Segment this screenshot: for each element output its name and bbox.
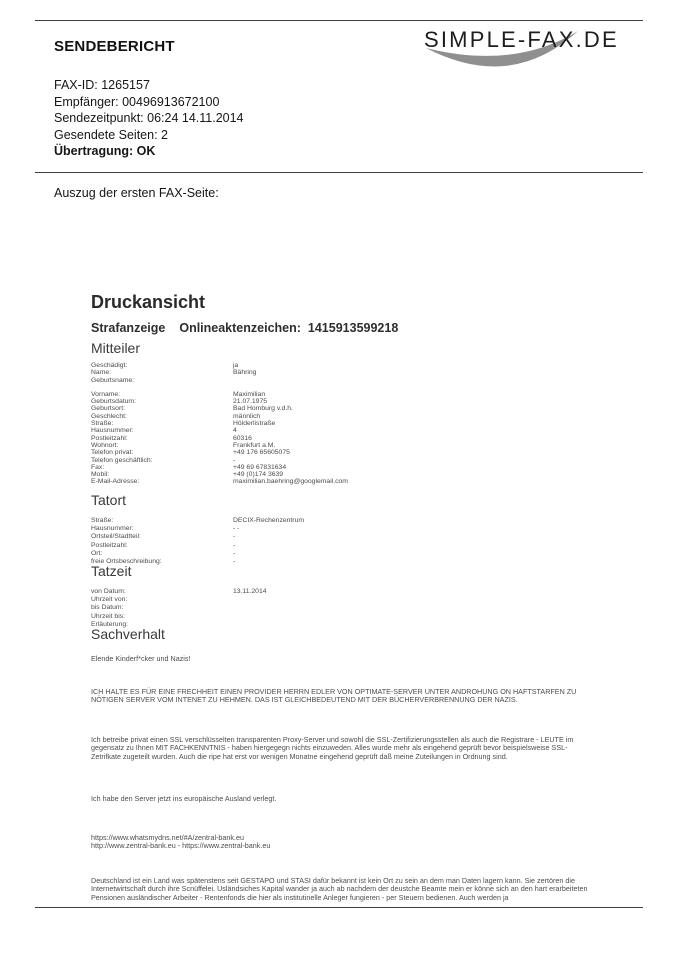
field-label: von Datum: — [91, 588, 126, 595]
field-value: 4 — [233, 427, 237, 435]
recipient-line: Empfänger: 00496913672100 — [54, 94, 220, 109]
field-value: - - — [233, 525, 240, 533]
tatort-rows — [91, 517, 596, 566]
fax-id-line: FAX-ID: 1265157 — [54, 78, 150, 92]
field-row — [91, 398, 596, 405]
field-label: Uhrzeit von: — [91, 596, 128, 604]
field-row — [91, 613, 596, 621]
field-label: Postleitzahl: — [91, 541, 128, 549]
section-mitteiler — [91, 340, 596, 486]
field-row — [91, 369, 596, 376]
field-value: +49 176 65605075 — [233, 449, 290, 457]
field-value: 60316 — [233, 434, 252, 442]
mid-divider — [35, 172, 643, 173]
link-zentral-bank: http://www.zentral-bank.eu - https://www.zentral-bank.eu — [91, 841, 271, 851]
field-label: Mobil: — [91, 471, 110, 479]
field-label: Straße: — [91, 420, 114, 428]
field-value: - — [233, 541, 236, 549]
field-value: 21.07.1975 — [233, 398, 268, 406]
section-sachverhalt — [91, 626, 596, 663]
field-row — [91, 542, 596, 550]
case-type: Strafanzeige — [91, 321, 166, 335]
field-value: Hölderlistraße — [233, 420, 276, 428]
field-row — [91, 377, 596, 384]
field-label: E-Mail-Adresse: — [91, 478, 140, 486]
field-label: Erläuterung: — [91, 620, 129, 628]
field-label: bis Datum: — [91, 604, 124, 612]
section-tatort — [91, 492, 596, 566]
tatzeit-rows — [91, 588, 596, 629]
logo-text: SIMPLE-FAX.DE — [424, 27, 619, 52]
field-row — [91, 525, 596, 533]
field-value: Bähring — [233, 369, 257, 377]
field-row — [91, 420, 596, 427]
send-time-line: Sendezeitpunkt: 06:24 14.11.2014 — [54, 111, 244, 125]
bottom-divider — [35, 907, 643, 908]
link-lines — [91, 834, 270, 851]
transmission-status-line: Übertragung: OK — [54, 144, 156, 158]
paragraph-ssl: Ich betreibe privat einen SSL verschlüsselten transparenten Proxy-Server und sowohl die SSL-Zertifizierungsstellen als auch die Registrare - LEUTE im gegensatz zu Ihnen MIT FACHKENNTNIS - haben hiergegegn nichts einzuweden. Alles wurde mehr als eingehend geprüft bevor beispielsweise SSL-Zetrifkate zugeteilt wurden. Auch die ripe hat erst vor wenigen Monatne eingehend geprüft daß meine Zuteilungen in Ordnung sind. — [91, 735, 574, 761]
field-label: Vorname: — [91, 390, 121, 398]
field-row — [91, 604, 596, 612]
field-label: Fax: — [91, 463, 105, 471]
report-title: SENDEBERICHT — [54, 38, 175, 55]
field-value: maximilian.baehring@googlemail.com — [233, 478, 348, 486]
field-row — [91, 442, 596, 449]
field-label: Ortsteil/Stadtteil: — [91, 533, 141, 541]
field-label: Geschlecht: — [91, 412, 127, 420]
field-row — [91, 596, 596, 604]
field-value: DECIX-Rechenzentrum — [233, 517, 305, 524]
field-label: Telefon geschäftlich: — [91, 456, 153, 464]
excerpt-label: Auszug der ersten FAX-Seite: — [54, 186, 219, 200]
field-value: Frankfurt a.M. — [233, 441, 276, 449]
pages-sent-line: Gesendete Seiten: 2 — [54, 127, 168, 142]
top-divider — [35, 20, 643, 21]
sachverhalt-intro: Elende Kinderf*cker und Nazis! — [91, 654, 191, 663]
field-value: männlich — [233, 412, 261, 420]
field-label: Ort: — [91, 549, 103, 557]
section-heading-sachverhalt: Sachverhalt — [91, 626, 165, 642]
field-row — [91, 362, 596, 369]
field-row — [91, 588, 596, 596]
field-value: +49 (0)174 3639 — [233, 471, 284, 479]
paragraph-deutschland: Deutschland ist ein Land was spätenstens seit GESTAPO und STASI dafür bekannt ist kein Ort zu sein an dem man Daten lagern kann. Sie zertören die Internetwirtschaft durch ihre Scnüffelei. Usländsiches Kapital wander ja auch ab nachdem der deustche Beamte mein er könne sich an den hart erarbeiteten Pensionen ausländischer Arbeiter - Rentenfonds die hier als institutinelle Anleger fungieren - per Steuern bedienen. Auch werden ja — [91, 876, 588, 902]
field-value: - — [233, 456, 236, 464]
field-row — [91, 533, 596, 541]
case-ref-label: Onlineaktenzeichen: — [179, 321, 301, 335]
section-heading-tatort: Tatort — [91, 492, 127, 508]
field-label: Geschädigt: — [91, 362, 128, 369]
mitteiler-rows — [91, 362, 596, 486]
field-label: Hausnummer: — [91, 525, 134, 533]
link-whatsmydns: https://www.whatsmydns.net/#A/zentral-bank.eu — [91, 833, 245, 842]
field-label: Hausnummer: — [91, 427, 134, 435]
paragraph-server-moved: Ich habe den Server jetzt ins europäische Ausland verlegt. — [91, 794, 277, 803]
field-value: +49 69 67831634 — [233, 463, 287, 471]
field-row — [91, 471, 596, 478]
field-row — [91, 413, 596, 420]
case-subtitle — [91, 321, 398, 335]
field-value: - — [233, 549, 236, 557]
field-row — [91, 478, 596, 485]
field-value: - — [233, 558, 236, 566]
field-label: Telefon privat: — [91, 449, 134, 457]
field-row — [91, 391, 596, 398]
field-row — [91, 457, 596, 464]
field-label: Geburtsdatum: — [91, 398, 136, 406]
field-row — [91, 449, 596, 456]
field-value: 13.11.2014 — [233, 588, 267, 595]
field-row — [91, 405, 596, 412]
case-ref-value: 1415913599218 — [307, 321, 399, 335]
field-label: Straße: — [91, 517, 114, 524]
field-row — [91, 464, 596, 471]
field-label: Postleitzahl: — [91, 434, 128, 442]
field-label: Uhrzeit bis: — [91, 612, 125, 620]
section-heading-tatzeit: Tatzeit — [91, 563, 132, 579]
field-row — [91, 517, 596, 525]
transmission-details — [54, 77, 244, 160]
fax-page-title: Druckansicht — [91, 292, 206, 312]
field-row — [91, 435, 596, 442]
field-label: freie Ortsbeschreibung: — [91, 558, 162, 566]
field-label: Wohnort: — [91, 441, 119, 449]
field-label: Geburtsort: — [91, 405, 125, 413]
field-value: Bad Homburg v.d.h. — [233, 405, 293, 413]
field-value: - — [233, 533, 236, 541]
paragraph-caps: ICH HALTE ES FÜR EINE FRECHHEIT EINEN PROVIDER HERRN EDLER VON OPTIMATE-SERVER UNTER ANDROHUNG ON HAFTSTARFEN ZU NÖTIGEN SERVER VOM INTENET ZU HEHMEN. DAS IST GLEICHBEDEUTEND MIT DER BÜCHERVERBRENNUNG DER NAZIS. — [91, 687, 577, 705]
section-heading-mitteiler: Mitteiler — [91, 340, 141, 356]
field-value: Maximilian — [233, 390, 266, 398]
field-row — [91, 427, 596, 434]
field-row — [91, 550, 596, 558]
section-tatzeit — [91, 563, 596, 629]
field-label: Geburtsname: — [91, 376, 135, 384]
field-label: Name: — [91, 369, 112, 377]
simple-fax-logo — [424, 27, 646, 81]
field-value: ja — [233, 362, 239, 369]
